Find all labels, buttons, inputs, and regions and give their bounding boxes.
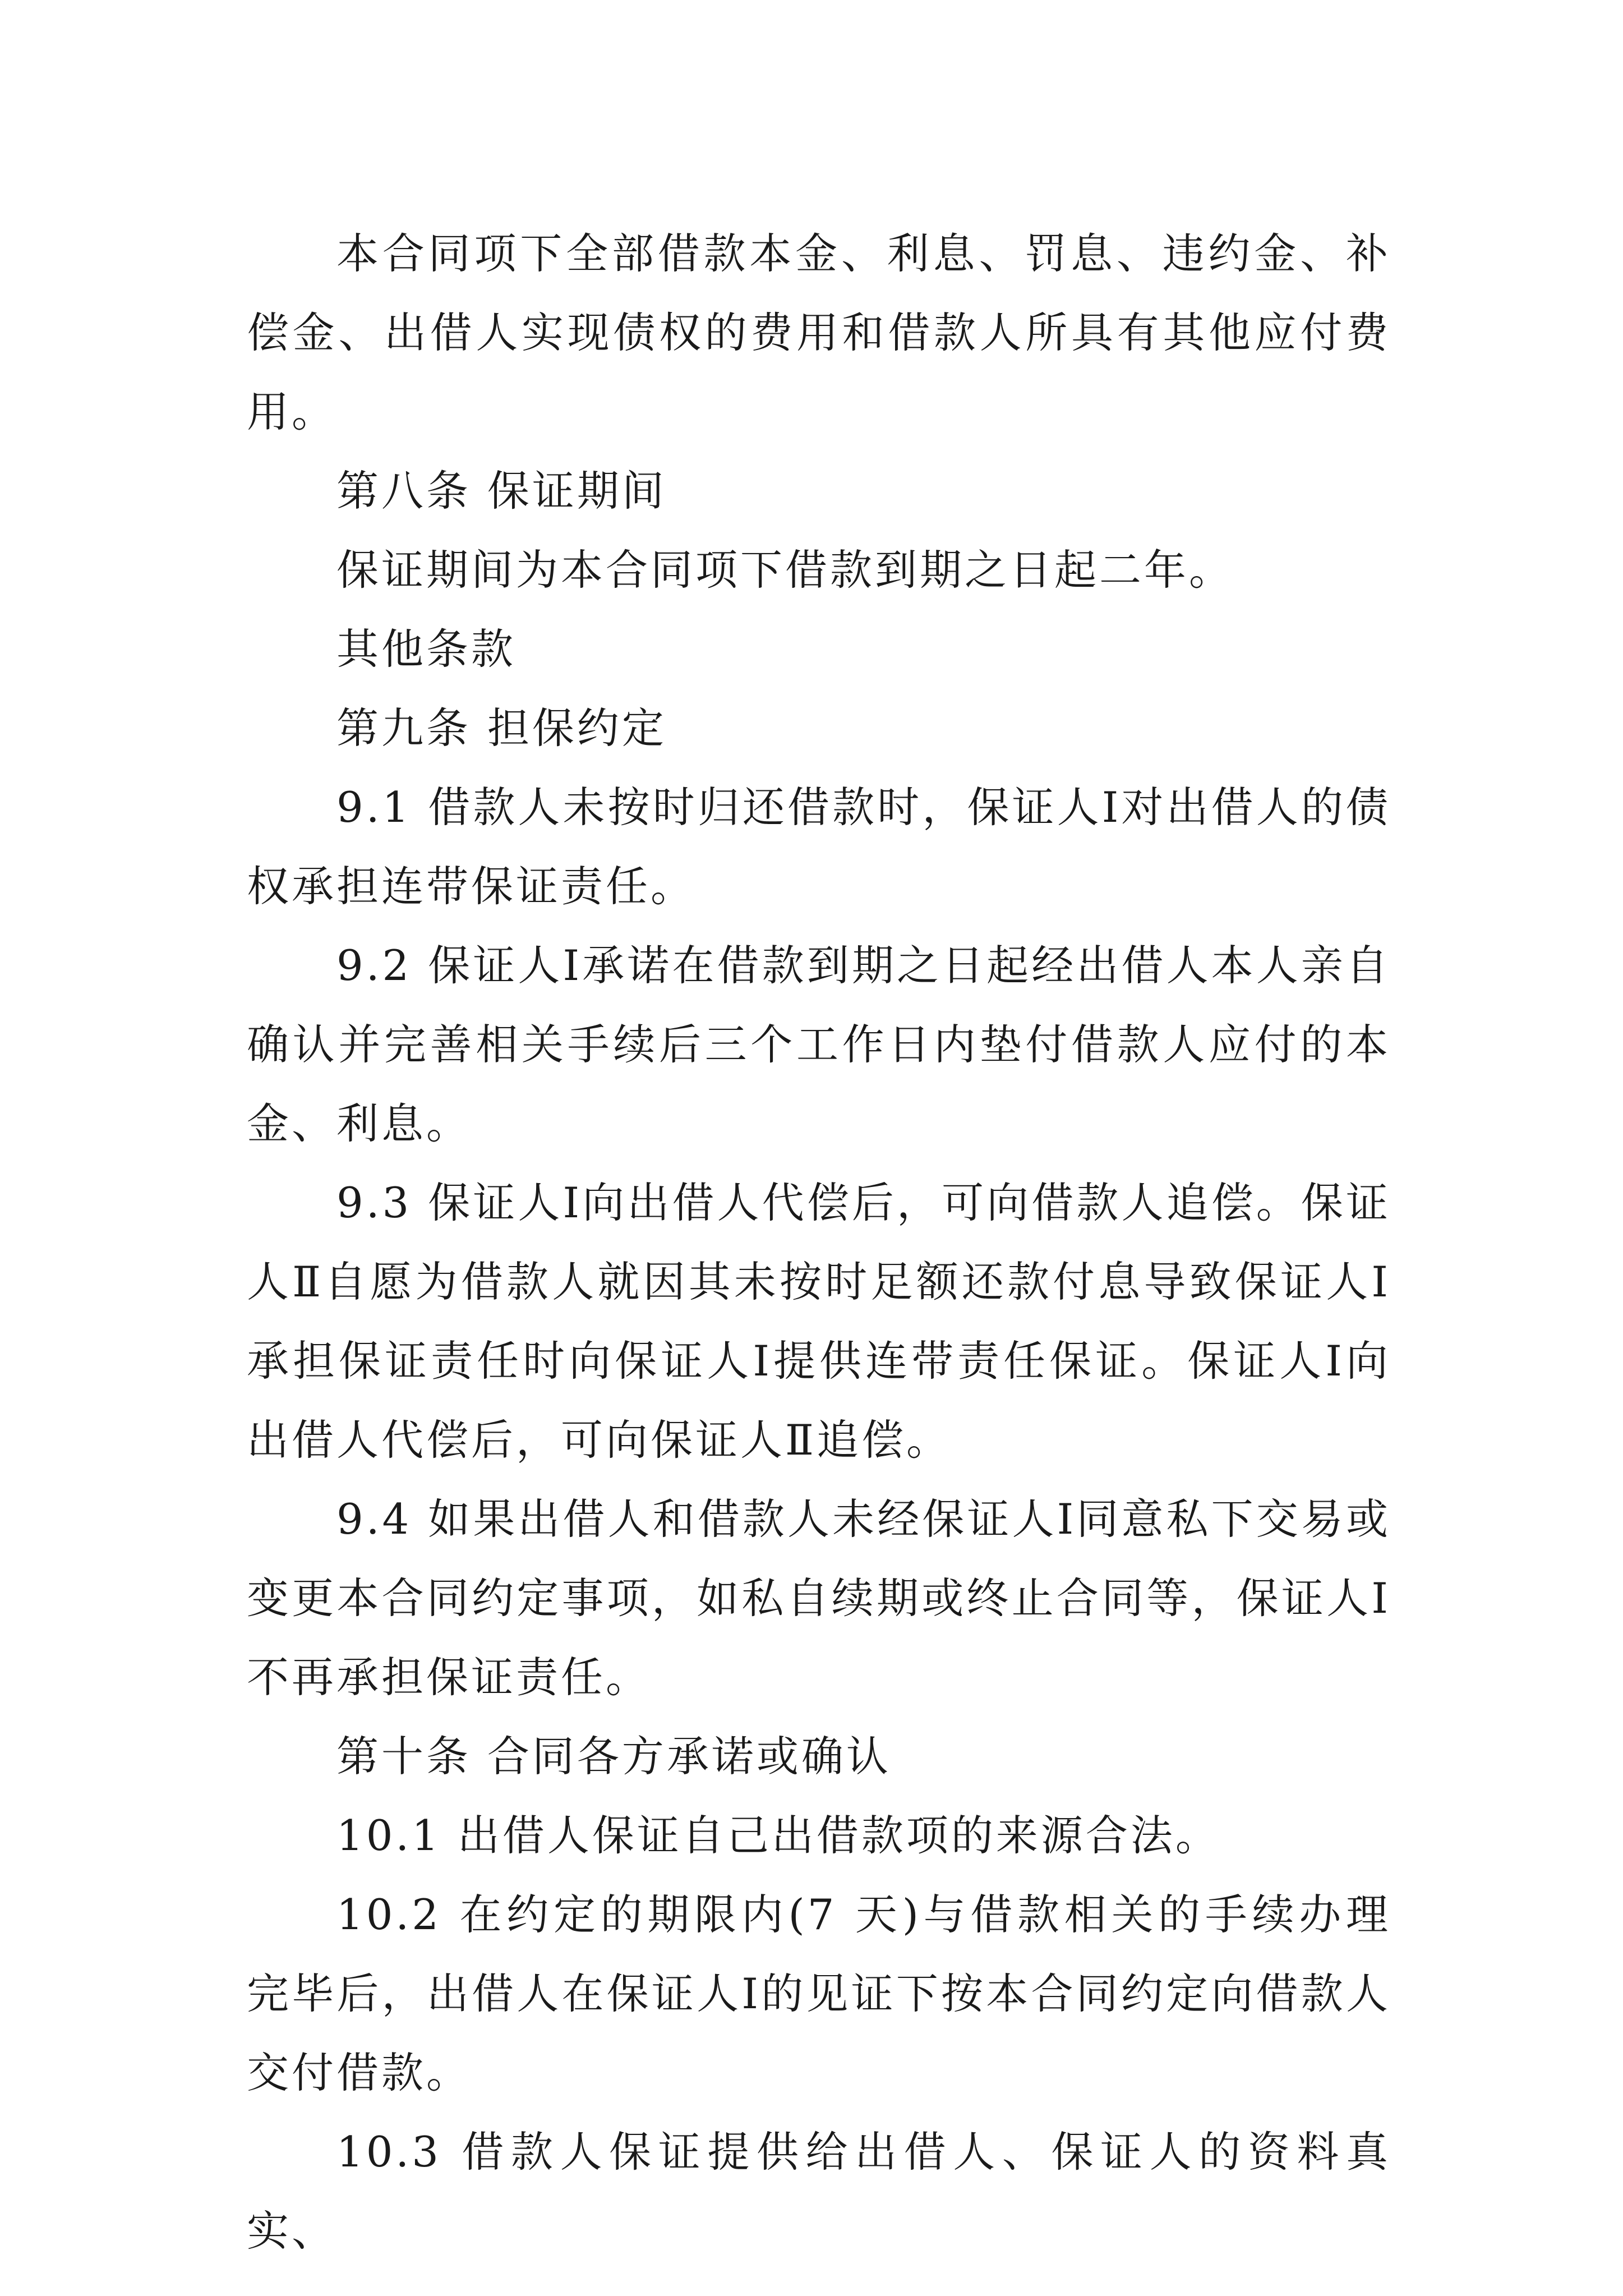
heading-article-9: 第九条 担保约定 [336, 703, 667, 753]
clause-9-4: 9.4 如果出借人和借款人未经保证人Ⅰ同意私下交易或变更本合同约定事项，如私自续期或终止合同等，保证人Ⅰ不再承担保证责任。 [247, 1494, 1391, 1702]
clause-9-2: 9.2 保证人Ⅰ承诺在借款到期之日起经出借人本人亲自确认并完善相关手续后三个工作日内垫付借款人应付的本金、利息。 [247, 941, 1391, 1148]
heading-article-8: 第八条 保证期间 [336, 466, 667, 516]
clause-10-2: 10.2 在约定的期限内(7 天)与借款相关的手续办理完毕后，出借人在保证人Ⅰ的见证下按本合同约定向借款人交付借款。 [247, 1890, 1391, 2097]
paragraph-guarantee-period: 保证期间为本合同项下借款到期之日起二年。 [336, 545, 1234, 595]
document-body [247, 214, 1391, 2271]
paragraph-guarantee-scope: 本合同项下全部借款本金、利息、罚息、违约金、补偿金、出借人实现债权的费用和借款人所具有其他应付费用。 [247, 229, 1391, 436]
clause-10-1: 10.1 出借人保证自己出借款项的来源合法。 [336, 1811, 1220, 1860]
heading-article-10: 第十条 合同各方承诺或确认 [336, 1732, 891, 1781]
heading-other-terms: 其他条款 [336, 624, 517, 674]
clause-9-1: 9.1 借款人未按时归还借款时，保证人Ⅰ对出借人的债权承担连带保证责任。 [247, 783, 1391, 911]
clause-9-3: 9.3 保证人Ⅰ向出借人代偿后，可向借款人追偿。保证人Ⅱ自愿为借款人就因其未按时足额还款付息导致保证人Ⅰ承担保证责任时向保证人Ⅰ提供连带责任保证。保证人Ⅰ向出借人代偿后，可向保证人Ⅱ追偿。 [247, 1178, 1391, 1465]
clause-10-3: 10.3 借款人保证提供给出借人、保证人的资料真实、 [247, 2127, 1391, 2256]
